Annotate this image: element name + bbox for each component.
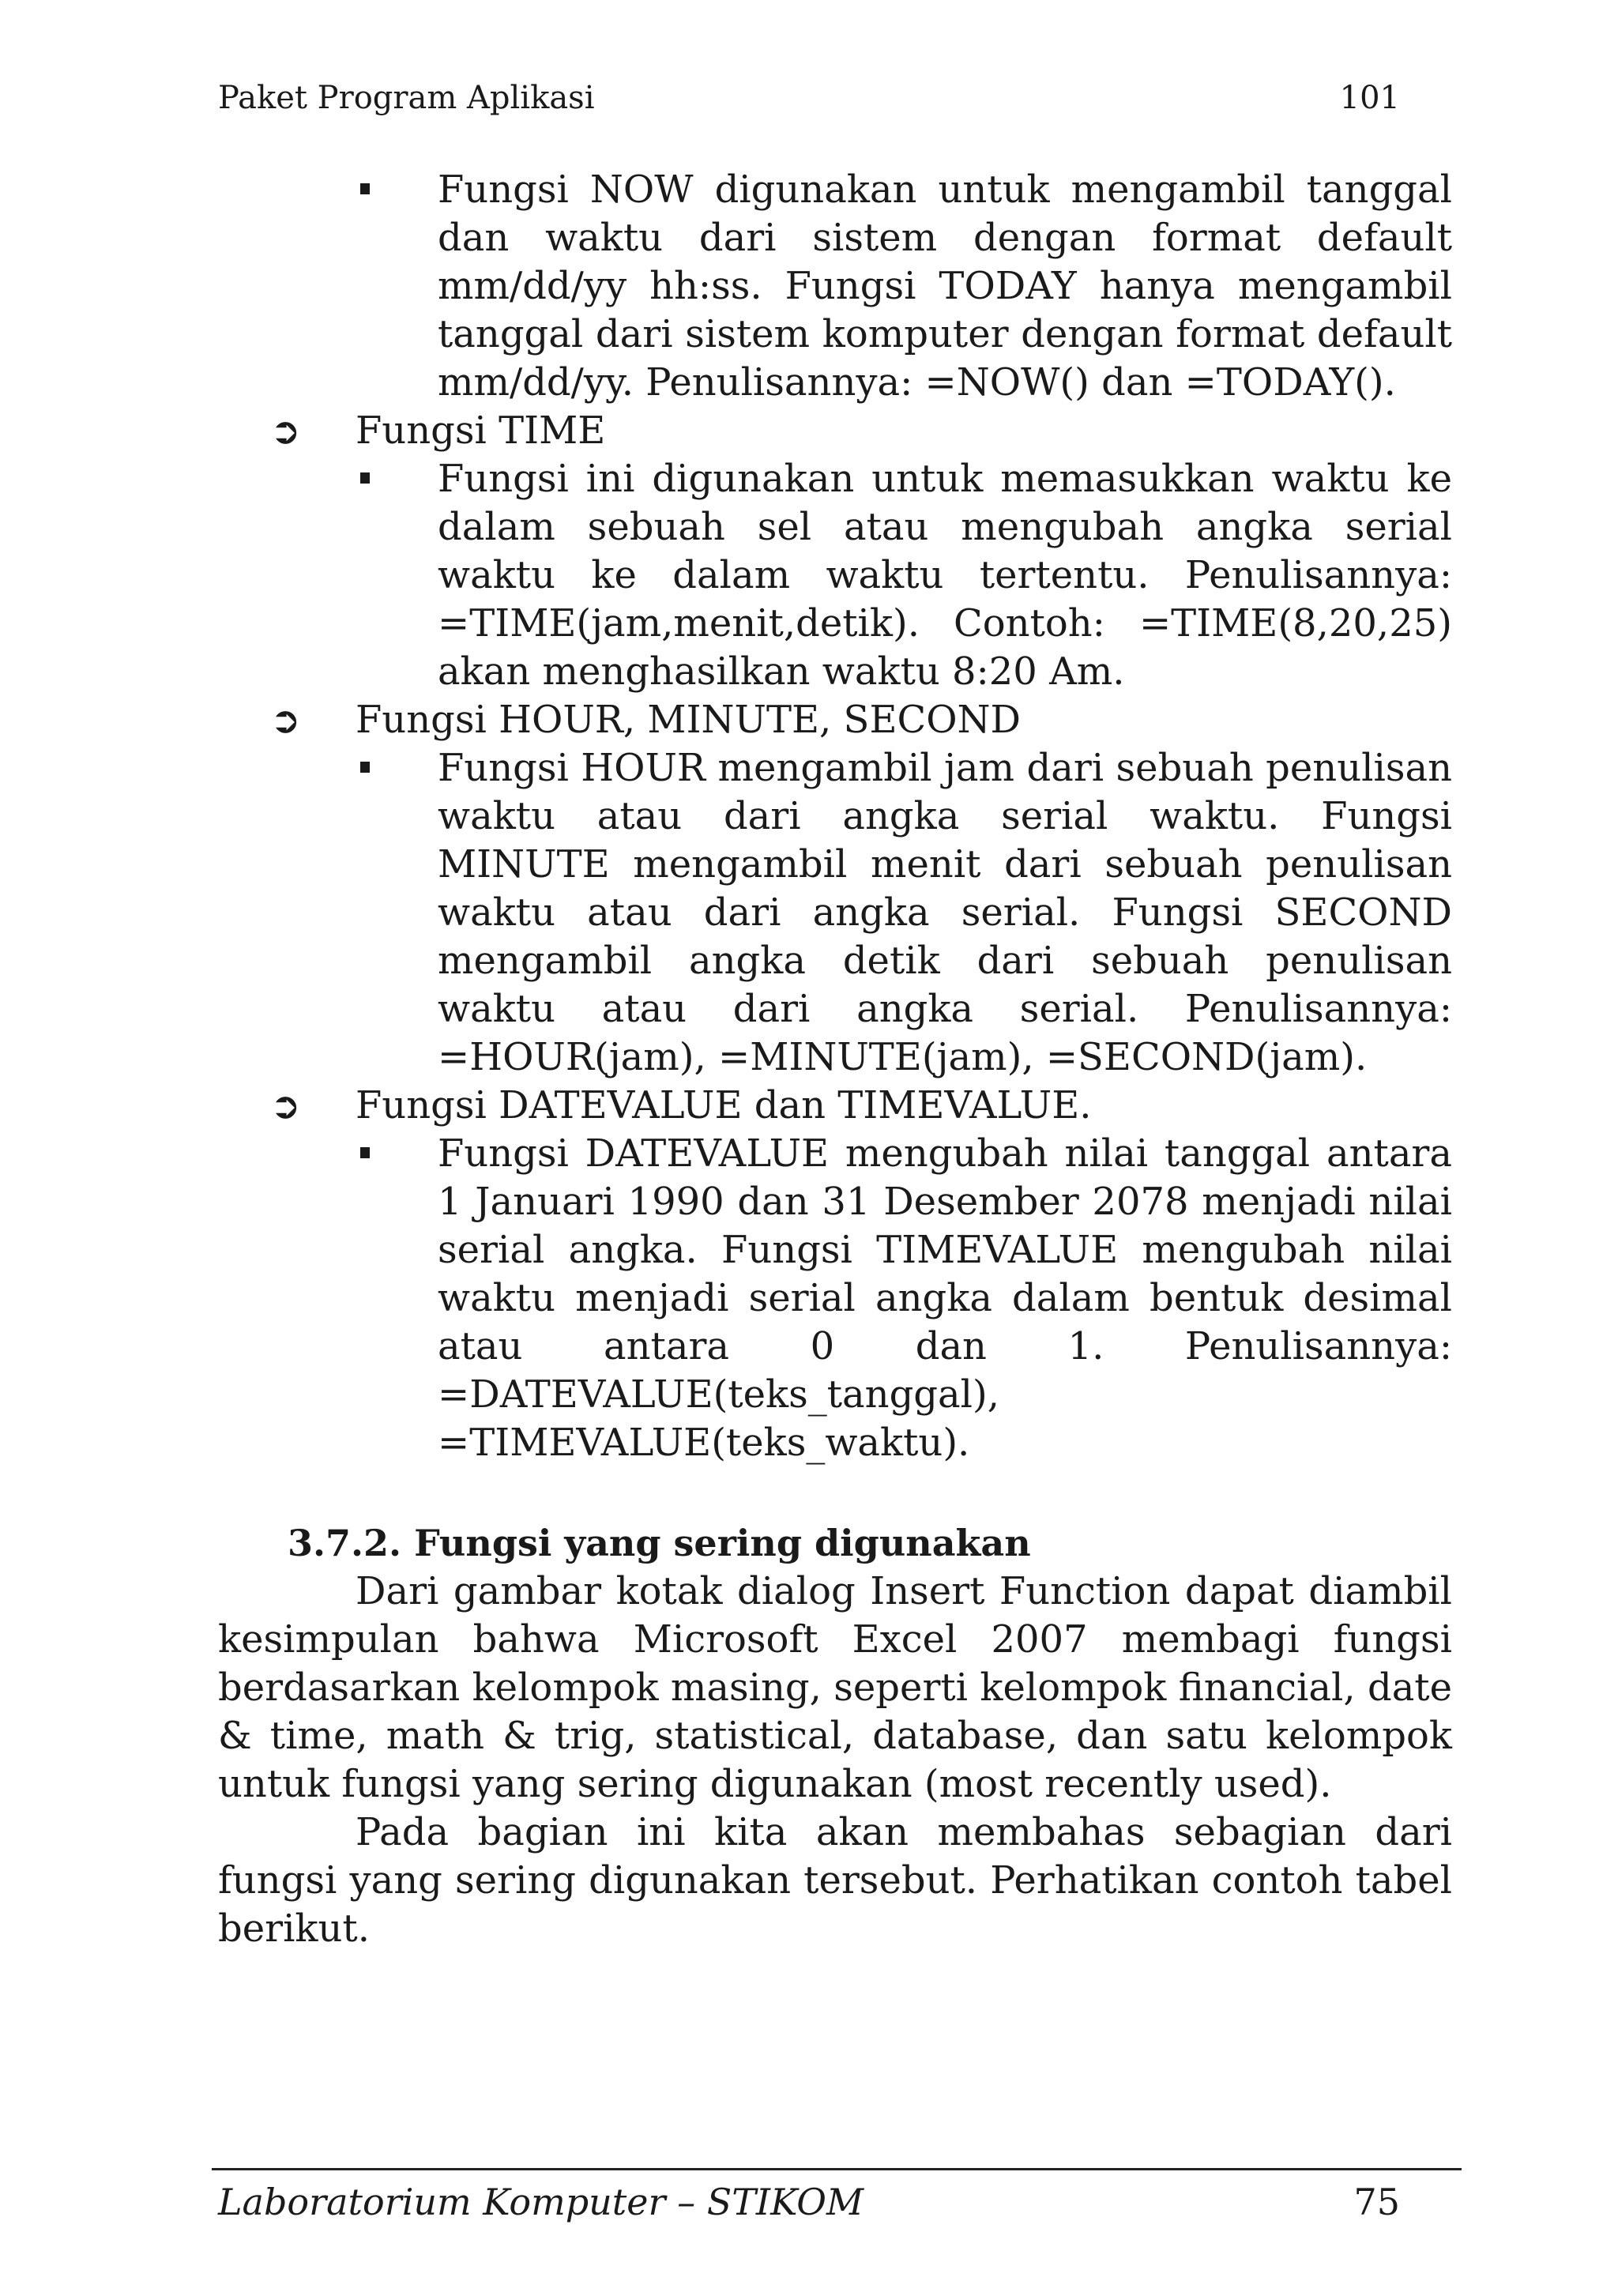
heading-time-text: Fungsi TIME [356, 408, 606, 453]
bullet-datevalue-timevalue [218, 1130, 1452, 1467]
section-title: 3.7.2. Fungsi yang sering digunakan [288, 1522, 1031, 1564]
bullet-datevalue-text: Fungsi DATEVALUE mengubah nilai tanggal antara 1 Januari 1990 dan 31 Desember 2078 menjadi nilai serial angka. Fungsi TIMEVALUE mengubah nilai waktu menjadi serial angka dalam bentuk desimal atau antara 0 dan 1. Penulisannya: =DATEVALUE(teks_tanggal), =TIMEVALUE(teks_waktu). [438, 1131, 1452, 1465]
paragraph-1: Dari gambar kotak dialog Insert Function dapat diambil kesimpulan bahwa Microsoft Excel 2007 membagi fungsi berdasarkan kelompok masing, seperti kelompok financial, date & time, math & trig, statistical, database, dan satu kelompok untuk fungsi yang sering digunakan (most recently used). [218, 1569, 1452, 1806]
square-bullet-icon [360, 183, 370, 194]
arrow-bullet-icon: ➲ [270, 409, 301, 452]
square-bullet-icon [360, 762, 370, 773]
page-header [218, 74, 1400, 122]
page-body [218, 166, 1451, 1953]
heading-hour-text: Fungsi HOUR, MINUTE, SECOND [356, 698, 1022, 742]
footer-text: Laboratorium Komputer – STIKOM [218, 2181, 864, 2223]
footer-rule [212, 2168, 1462, 2170]
heading-hour-minute-second [218, 696, 1451, 744]
header-page-number: 101 [1339, 80, 1400, 116]
paragraph-2: Pada bagian ini kita akan membahas sebagian dari fungsi yang sering digunakan tersebut. Perhatikan contoh tabel berikut. [218, 1810, 1452, 1951]
bullet-now-text: Fungsi NOW digunakan untuk mengambil tanggal dan waktu dari sistem dengan format default mm/dd/yy hh:ss. Fungsi TODAY hanya mengambil tanggal dari sistem komputer dengan format default mm/dd/yy. Penulisannya: =NOW() dan =TODAY(). [438, 167, 1452, 405]
bullet-hour-minute-second [218, 744, 1452, 1082]
heading-datevalue-timevalue [218, 1082, 1451, 1130]
square-bullet-icon [360, 472, 370, 484]
bullet-hour-text: Fungsi HOUR mengambil jam dari sebuah penulisan waktu atau dari angka serial waktu. Fungsi MINUTE mengambil menit dari sebuah penulisan waktu atau dari angka serial. Fungsi SECOND mengambil angka detik dari sebuah penulisan waktu atau dari angka serial. Penulisannya: =HOUR(jam), =MINUTE(jam), =SECOND(jam). [438, 746, 1452, 1079]
heading-datevalue-text: Fungsi DATEVALUE dan TIMEVALUE. [356, 1083, 1092, 1127]
running-title: Paket Program Aplikasi [218, 80, 595, 116]
heading-time [218, 407, 1451, 455]
page-footer [218, 2174, 1400, 2230]
bullet-now-today [218, 166, 1452, 407]
arrow-bullet-icon: ➲ [270, 1084, 301, 1127]
square-bullet-icon [360, 1147, 370, 1158]
footer-page-number: 75 [1353, 2181, 1400, 2223]
bullet-time [218, 455, 1452, 696]
arrow-bullet-icon: ➲ [270, 698, 301, 741]
bullet-time-text: Fungsi ini digunakan untuk memasukkan waktu ke dalam sebuah sel atau mengubah angka serial waktu ke dalam waktu tertentu. Penulisannya: =TIME(jam,menit,detik). Contoh: =TIME(8,20,25) akan menghasilkan waktu 8:20 Am. [438, 457, 1452, 694]
